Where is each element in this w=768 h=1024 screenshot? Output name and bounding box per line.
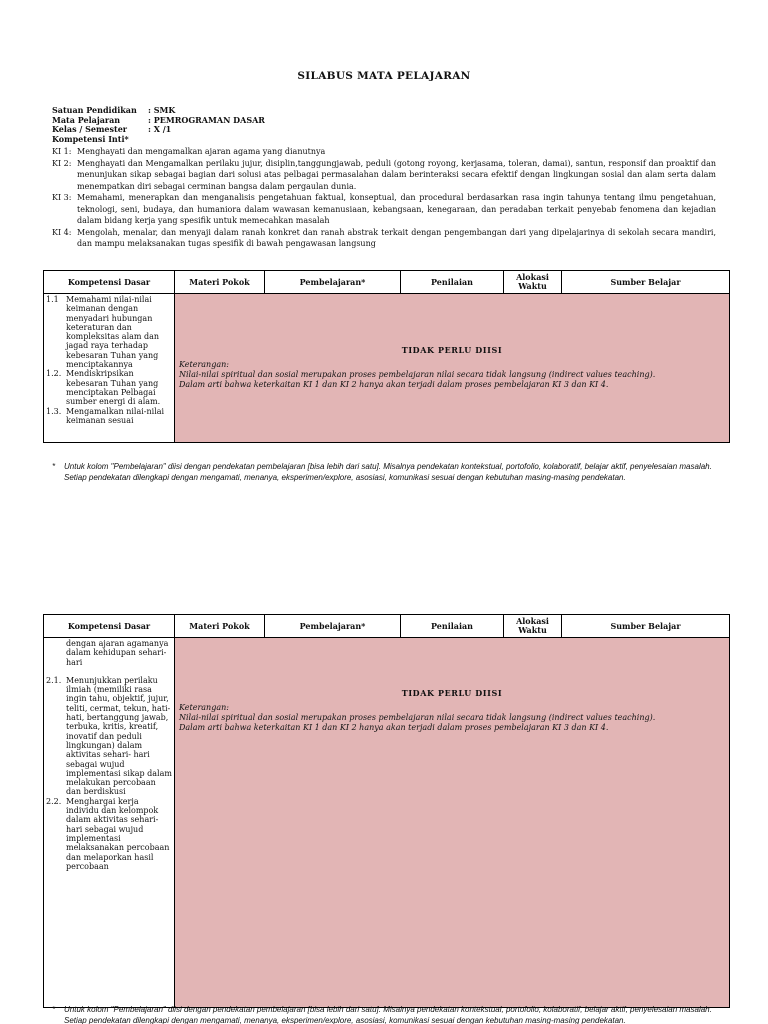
ki-text: Mengolah, menalar, dan menyaji dalam ranah konkret dan ranah abstrak terkait dengan pengembangan dari yang dipelajarinya di sekolah secara mandiri, dan mampu melaksanakan tugas spesifik di bawah pengawasan langsung <box>77 227 716 248</box>
merged-note-cell <box>175 294 730 443</box>
table-row <box>44 638 730 1008</box>
meta-value: : SMK <box>148 105 176 115</box>
keterangan-line: Dalam arti bahwa keterkaitan KI 1 dan KI 2 hanya akan terjadi dalam proses pembelajaran KI 3 dan KI 4. <box>179 723 609 732</box>
kd-item <box>46 369 172 406</box>
col-materi-pokok: Materi Pokok <box>175 615 265 638</box>
meta-block <box>52 106 265 144</box>
kd-number: 1.3. <box>46 406 62 416</box>
syllabus-table-1 <box>43 270 730 443</box>
footnote-star: * <box>52 462 56 471</box>
footnote <box>52 1004 712 1024</box>
col-sumber-belajar: Sumber Belajar <box>562 271 730 294</box>
table-row <box>44 294 730 443</box>
meta-value: : PEMROGRAMAN DASAR <box>148 114 265 125</box>
kd-text: Mengamalkan nilai-nilai keimanan sesuai <box>66 406 165 425</box>
ki-code: KI 1: <box>52 147 72 156</box>
ki-code: KI 2: <box>52 158 72 168</box>
meta-value: : X /1 <box>148 124 172 134</box>
kd-number: 2.1. <box>46 675 62 685</box>
footnote-text: Untuk kolom "Pembelajaran" diisi dengan pendekatan pembelajaran [bisa lebih dari satu]. Misalnya pendekatan kontekstual, portofolio, kolaboratif, belajar aktif, penyelesaian masalah. Setiap pendekatan dilengkapi dengan mengamati, menanya, eksperimen/explore, asosiasi, komunikasi sesuai dengan kebutuhan masing-masing pendekatan. <box>64 1005 712 1024</box>
ki-text: Memahami, menerapkan dan menganalisis pengetahuan faktual, konseptual, dan procedural berdasarkan rasa ingin tahunya tentang ilmu pengetahuan, teknologi, seni, budaya, dan humaniora dalam wawasan kemanusiaan, kebangsaan, kenegaraan, dan peradaban terkait penyebab fenomena dan kejadian dalam bidang kerja yang spesifik untuk memecahkan masalah <box>77 193 716 225</box>
table-header-row <box>44 271 730 294</box>
footnote <box>52 461 712 483</box>
meta-label: Satuan Pendidikan <box>52 105 137 115</box>
col-penilaian: Penilaian <box>401 615 504 638</box>
kd-cell <box>44 638 175 1008</box>
keterangan-line: Nilai-nilai spiritual dan sosial merupakan proses pembelajaran nilai secara tidak langsung (indirect values teaching). <box>179 370 656 379</box>
tidak-perlu-diisi: TIDAK PERLU DIISI <box>401 345 503 355</box>
ki-item <box>52 227 716 250</box>
kd-text: Menunjukkan perilaku ilmiah (memiliki rasa ingin tahu, objektif, jujur, teliti, cermat, tekun, hati-hati, bertanggung jawab, terbuka, kritis, kreatif, inovatif dan peduli lingkungan) dalam aktivitas sehari- hari sebagai wujud implementasi sikap dalam melakukan percobaan dan berdiskusi <box>66 675 172 797</box>
ki-code: KI 3: <box>52 193 72 202</box>
ki-list <box>52 146 716 250</box>
keterangan-line: Dalam arti bahwa keterkaitan KI 1 dan KI 2 hanya akan terjadi dalam proses pembelajaran KI 3 dan KI 4. <box>179 380 609 389</box>
kd-text: Mendiskripsikan kebesaran Tuhan yang menciptakan Pelbagai sumber energi di alam. <box>66 369 161 407</box>
ki-text: Menghayati dan mengamalkan ajaran agama yang dianutnya <box>77 147 326 156</box>
ki-item <box>52 146 716 158</box>
kd-item <box>46 407 172 426</box>
kd-item <box>46 295 172 369</box>
syllabus-table-2 <box>43 614 730 1008</box>
keterangan-label: Keterangan: <box>179 703 229 712</box>
ki-code: KI 4: <box>52 227 72 237</box>
col-penilaian: Penilaian <box>401 271 504 294</box>
ki-title: Kompetensi Inti* <box>52 133 129 144</box>
kd-continuation: dengan ajaran agamanya dalam kehidupan sehari-hari <box>66 639 169 667</box>
kd-item <box>46 797 172 871</box>
col-kompetensi-dasar: Kompetensi Dasar <box>44 615 175 638</box>
col-pembelajaran: Pembelajaran* <box>265 615 401 638</box>
keterangan <box>179 703 725 733</box>
col-pembelajaran: Pembelajaran* <box>265 271 401 294</box>
col-sumber-belajar: Sumber Belajar <box>562 615 730 638</box>
keterangan <box>179 360 725 390</box>
keterangan-label: Keterangan: <box>179 360 229 369</box>
kd-number: 1.1 <box>46 295 59 304</box>
page-title: SILABUS MATA PELAJARAN <box>297 70 471 82</box>
footnote-star: * <box>52 1005 56 1014</box>
ki-item <box>52 192 716 227</box>
col-kompetensi-dasar: Kompetensi Dasar <box>44 271 175 294</box>
ki-text: Menghayati dan Mengamalkan perilaku jujur, disiplin,tanggungjawab, peduli (gotong royong, kerjasama, toleran, damai), santun, responsif dan proaktif dan menunjukan sikap sebagai bagian dari solusi atas pelbagai permasalahan dalam berinteraksi secara efektif dengan lingkungan sosial dan alam serta dalam menempatkan diri sebagai cerminan bangsa dalam pergaulan dunia. <box>77 158 716 191</box>
col-materi-pokok: Materi Pokok <box>175 271 265 294</box>
kd-number: 2.2. <box>46 796 62 806</box>
tidak-perlu-diisi: TIDAK PERLU DIISI <box>401 688 503 698</box>
table-header-row <box>44 615 730 638</box>
ki-item <box>52 158 716 193</box>
col-alokasi-waktu: Alokasi Waktu <box>504 615 562 638</box>
footnote-text: Untuk kolom "Pembelajaran" diisi dengan pendekatan pembelajaran [bisa lebih dari satu]. Misalnya pendekatan kontekstual, portofolio, kolaboratif, belajar aktif, penyelesaian masalah. Setiap pendekatan dilengkapi dengan mengamati, menanya, eksperimen/explore, asosiasi, komunikasi sesuai dengan kebutuhan masing-masing pendekatan. <box>64 462 712 482</box>
col-alokasi-waktu: Alokasi Waktu <box>504 271 562 294</box>
kd-text: Menghargai kerja individu dan kelompok dalam aktivitas sehari-hari sebagai wujud implementasi melaksanakan percobaan dan melaporkan hasil percobaan <box>66 796 170 871</box>
keterangan-line: Nilai-nilai spiritual dan sosial merupakan proses pembelajaran nilai secara tidak langsung (indirect values teaching). <box>179 713 656 722</box>
merged-note-cell <box>175 638 730 1008</box>
kd-text: Memahami nilai-nilai keimanan dengan menyadari hubungan keteraturan dan kompleksitas alam dan jagad raya terhadap kebesaran Tuhan yang menciptakannya <box>66 295 160 370</box>
meta-label: Mata Pelajaran <box>52 114 121 125</box>
meta-label: Kelas / Semester <box>52 124 128 134</box>
kd-cell <box>44 294 175 443</box>
kd-number: 1.2. <box>46 369 62 379</box>
kd-item <box>46 676 172 797</box>
